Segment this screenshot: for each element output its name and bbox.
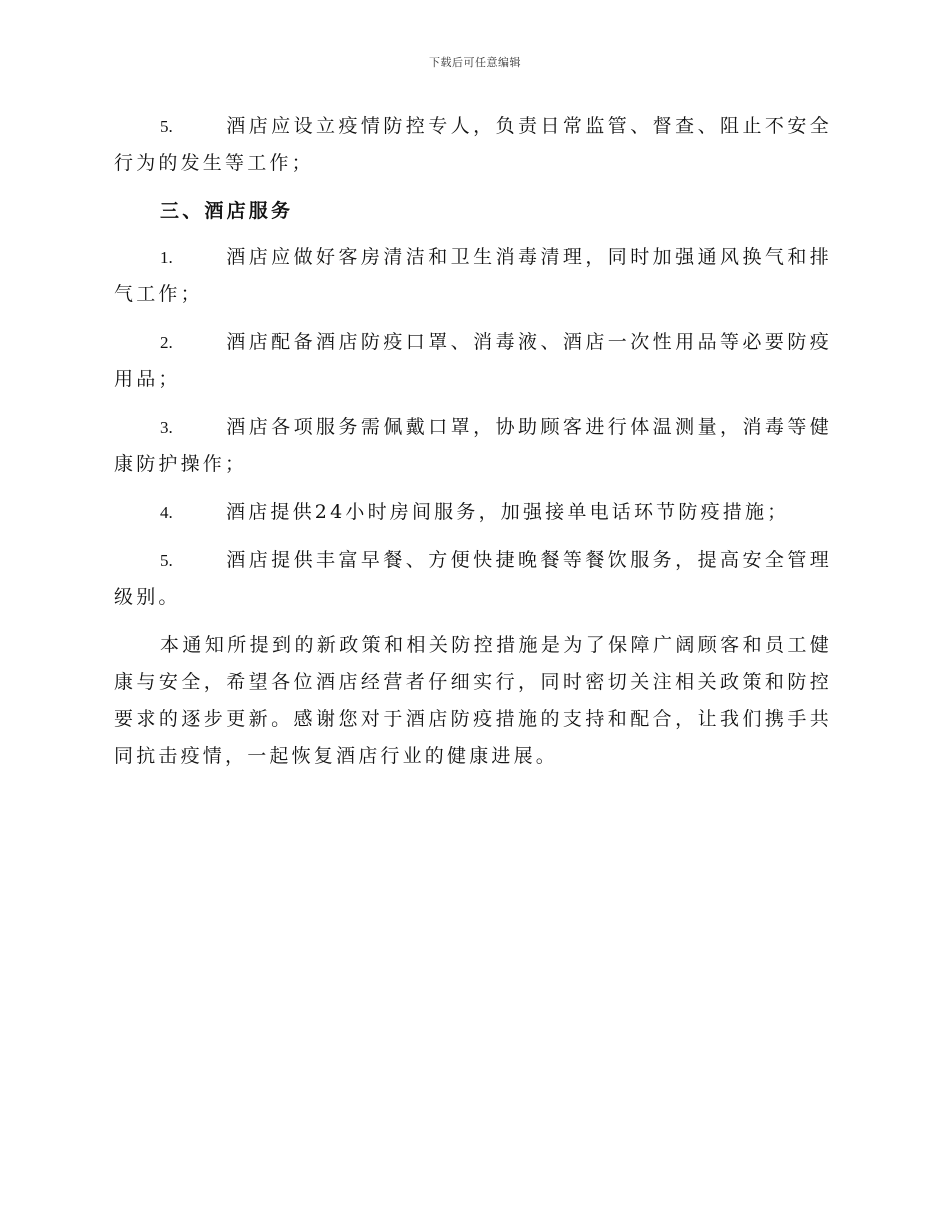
list-item-number: 5.: [160, 551, 173, 570]
list-item-number: 4.: [160, 503, 173, 522]
closing-paragraph: 本通知所提到的新政策和相关防控措施是为了保障广阔顾客和员工健康与安全，希望各位酒店经营者仔细实行，同时密切关注相关政策和防控要求的逐步更新。感谢您对于酒店防疫措施的支持和配合，让我们携手共同抗击疫情，一起恢复酒店行业的健康进展。: [114, 634, 832, 767]
list-item-text: 酒店应设立疫情防控专人，负责日常监管、督查、阻止不安全行为的发生等工作；: [114, 115, 832, 174]
document-body: [114, 108, 832, 786]
list-item-text: 酒店配备酒店防疫口罩、消毒液、酒店一次性用品等必要防疫用品；: [114, 331, 832, 390]
list-item: [114, 108, 832, 182]
list-item-text: 酒店各项服务需佩戴口罩，协助顾客进行体温测量，消毒等健康防护操作；: [114, 416, 832, 475]
list-item: [114, 494, 832, 531]
list-item: [114, 324, 832, 398]
list-item-number: 5.: [160, 117, 173, 136]
list-item-text: 酒店应做好客房清洁和卫生消毒清理，同时加强通风换气和排气工作；: [114, 246, 832, 305]
list-item-number: 2.: [160, 333, 173, 352]
list-item-text: 酒店提供丰富早餐、方便快捷晚餐等餐饮服务，提高安全管理级别。: [114, 549, 832, 608]
list-item: [114, 409, 832, 483]
section-heading: 三、酒店服务: [160, 200, 294, 222]
page-header: 下载后可任意编辑: [429, 56, 521, 69]
list-item-text: 酒店提供24小时房间服务，加强接单电话环节防疫措施；: [226, 501, 790, 523]
list-item-number: 1.: [160, 248, 173, 267]
list-item: [114, 239, 832, 313]
list-item-number: 3.: [160, 418, 173, 437]
list-item: [114, 542, 832, 616]
